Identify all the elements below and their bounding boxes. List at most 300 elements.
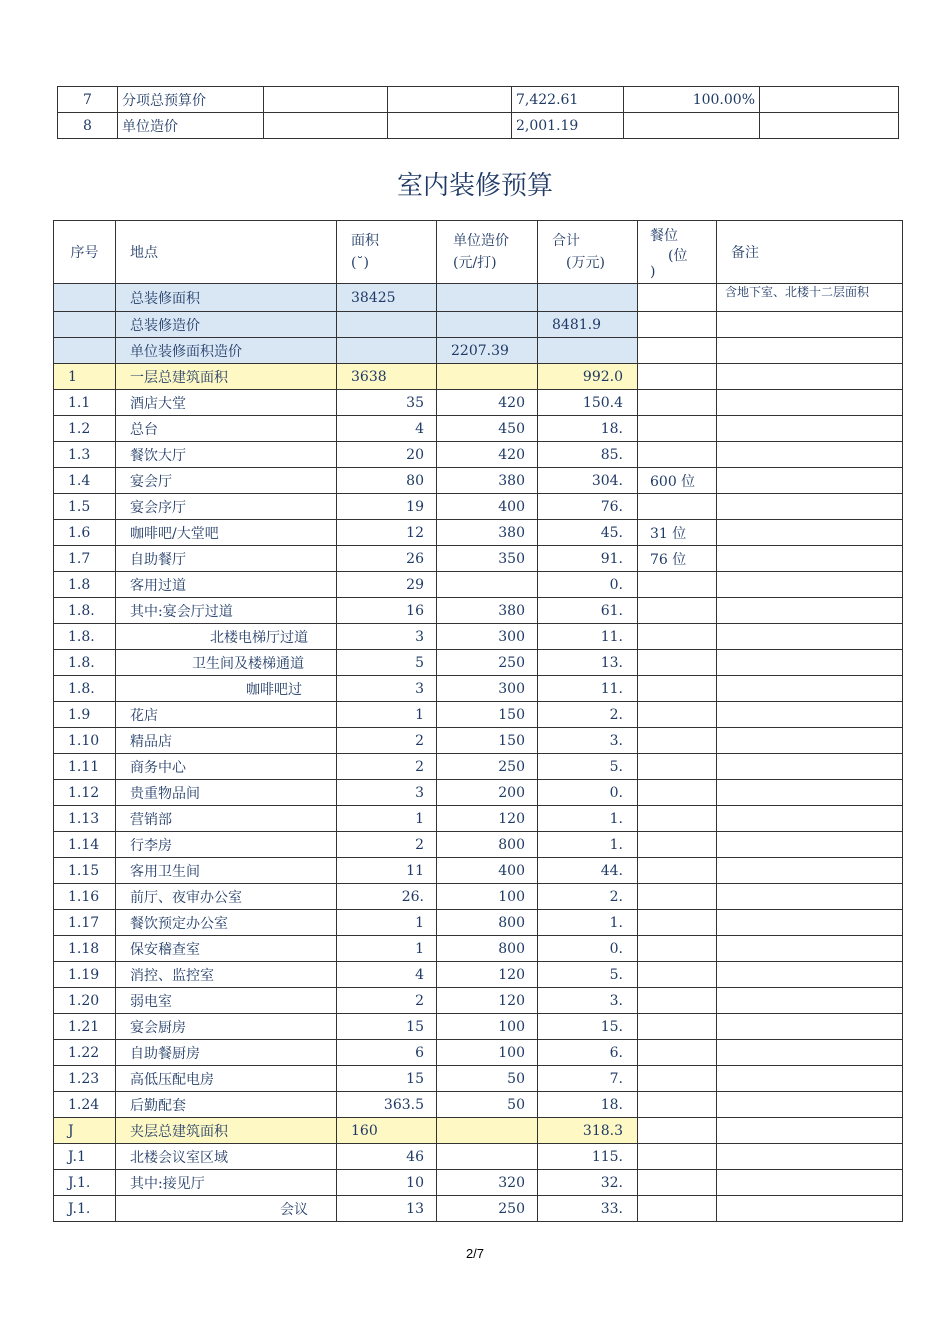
- seats-cell: [638, 780, 717, 806]
- header-unit-price: [437, 221, 538, 284]
- item-name: 餐饮大厅: [116, 442, 337, 468]
- remark-cell: [717, 1066, 903, 1092]
- price-cell: 50: [437, 1092, 538, 1118]
- remark-cell: [717, 936, 903, 962]
- area-cell: [337, 312, 437, 338]
- item-name: 单位装修面积造价: [116, 338, 337, 364]
- item-name: 酒店大堂: [116, 390, 337, 416]
- price-cell: [437, 284, 538, 312]
- price-cell: [437, 1118, 538, 1144]
- table-row: [54, 598, 903, 624]
- total-cell: 304.: [538, 468, 638, 494]
- row-number: 1.10: [54, 728, 116, 754]
- seats-cell: 600 位: [638, 468, 717, 494]
- price-cell: 800: [437, 910, 538, 936]
- price-cell: [437, 572, 538, 598]
- seats-cell: [638, 910, 717, 936]
- seats-cell: [638, 416, 717, 442]
- remark-cell: [717, 884, 903, 910]
- seats-cell: [638, 650, 717, 676]
- area-cell: 16: [337, 598, 437, 624]
- seats-cell: [638, 338, 717, 364]
- total-cell: 115.: [538, 1144, 638, 1170]
- header-unit-price-unit: (元/打): [453, 255, 497, 271]
- row-number: 1.5: [54, 494, 116, 520]
- row-number: 1.8.: [54, 598, 116, 624]
- price-cell: 2207.39: [437, 338, 538, 364]
- table-row: [54, 702, 903, 728]
- item-name: 总台: [116, 416, 337, 442]
- summary-row: [54, 338, 903, 364]
- total-cell: 44.: [538, 858, 638, 884]
- row-number: 1.7: [54, 546, 116, 572]
- total-cell: 1.: [538, 910, 638, 936]
- row-number: [54, 312, 116, 338]
- budget-table: [53, 220, 903, 1222]
- remark-cell: [717, 338, 903, 364]
- row-number: 1.8.: [54, 650, 116, 676]
- seats-cell: [638, 1170, 717, 1196]
- row-number: 1.23: [54, 1066, 116, 1092]
- header-no: 序号: [54, 221, 116, 284]
- row-number: 1.15: [54, 858, 116, 884]
- seats-cell: [638, 442, 717, 468]
- price-cell: 420: [437, 442, 538, 468]
- remark-cell: [717, 858, 903, 884]
- header-total: [538, 221, 638, 284]
- price-cell: 400: [437, 494, 538, 520]
- table-row: [54, 442, 903, 468]
- remark-cell: [717, 910, 903, 936]
- row-number: 1.8.: [54, 676, 116, 702]
- percent-cell: [624, 113, 760, 139]
- price-cell: 420: [437, 390, 538, 416]
- remark-cell: [717, 1014, 903, 1040]
- remark-cell: [717, 364, 903, 390]
- seats-cell: [638, 624, 717, 650]
- total-cell: 33.: [538, 1196, 638, 1222]
- table-row: [54, 780, 903, 806]
- table-row: [54, 520, 903, 546]
- empty-cell: [388, 87, 512, 113]
- seats-cell: [638, 1196, 717, 1222]
- total-cell: 3.: [538, 988, 638, 1014]
- row-number: J.1: [54, 1144, 116, 1170]
- area-cell: 160: [337, 1118, 437, 1144]
- header-area-label: 面积: [351, 233, 379, 249]
- area-cell: 11: [337, 858, 437, 884]
- area-cell: 2: [337, 754, 437, 780]
- table-row: [58, 113, 899, 139]
- seats-cell: [638, 494, 717, 520]
- total-cell: 6.: [538, 1040, 638, 1066]
- seats-cell: [638, 962, 717, 988]
- total-cell: 85.: [538, 442, 638, 468]
- table-header-row: [54, 221, 903, 284]
- area-cell: 3638: [337, 364, 437, 390]
- header-seats-close: ): [650, 264, 656, 280]
- table-row: [54, 494, 903, 520]
- price-cell: 150: [437, 702, 538, 728]
- table-row: [54, 1170, 903, 1196]
- row-number: 1.6: [54, 520, 116, 546]
- summary-row: [54, 312, 903, 338]
- remark-cell: [717, 728, 903, 754]
- row-number: 7: [58, 87, 118, 113]
- item-name: 客用卫生间: [116, 858, 337, 884]
- total-cell: 3.: [538, 728, 638, 754]
- price-cell: 100: [437, 1014, 538, 1040]
- row-number: 1.2: [54, 416, 116, 442]
- header-total-unit: (万元): [566, 255, 605, 271]
- price-cell: 300: [437, 676, 538, 702]
- remark-cell: [717, 442, 903, 468]
- item-name: 商务中心: [116, 754, 337, 780]
- row-number: 1.4: [54, 468, 116, 494]
- seats-cell: [638, 284, 717, 312]
- remark-cell: [717, 1092, 903, 1118]
- area-cell: 20: [337, 442, 437, 468]
- total-cell: 18.: [538, 1092, 638, 1118]
- total-cell: [538, 338, 638, 364]
- table-row: [54, 832, 903, 858]
- remark-cell: [717, 1040, 903, 1066]
- total-cell: 13.: [538, 650, 638, 676]
- remark-cell: 含地下室、北楼十二层面积: [717, 284, 903, 312]
- price-cell: 400: [437, 858, 538, 884]
- empty-cell: [388, 113, 512, 139]
- seats-cell: [638, 312, 717, 338]
- table-row: [54, 1196, 903, 1222]
- price-cell: 380: [437, 598, 538, 624]
- header-total-label: 合计: [552, 233, 580, 249]
- remark-cell: [717, 962, 903, 988]
- area-cell: 12: [337, 520, 437, 546]
- total-cell: 2.: [538, 884, 638, 910]
- price-cell: 380: [437, 520, 538, 546]
- price-cell: 200: [437, 780, 538, 806]
- item-name: 弱电室: [116, 988, 337, 1014]
- item-name: 分项总预算价: [118, 87, 264, 113]
- seats-cell: [638, 390, 717, 416]
- table-row: [54, 936, 903, 962]
- item-name: 北楼电梯厅过道: [116, 624, 337, 650]
- table-row: [54, 806, 903, 832]
- area-cell: 1: [337, 936, 437, 962]
- total-cell: 5.: [538, 754, 638, 780]
- seats-cell: [638, 728, 717, 754]
- remark-cell: [717, 806, 903, 832]
- remark-cell: [717, 624, 903, 650]
- area-cell: 2: [337, 832, 437, 858]
- seats-cell: [638, 1092, 717, 1118]
- row-number: 1.12: [54, 780, 116, 806]
- price-cell: 300: [437, 624, 538, 650]
- item-name: 后勤配套: [116, 1092, 337, 1118]
- item-name: 宴会序厅: [116, 494, 337, 520]
- item-name: 咖啡吧过: [116, 676, 337, 702]
- item-name: 行李房: [116, 832, 337, 858]
- price-cell: [437, 364, 538, 390]
- price-cell: 250: [437, 650, 538, 676]
- total-cell: 61.: [538, 598, 638, 624]
- table-row: [54, 754, 903, 780]
- remark-cell: [717, 702, 903, 728]
- price-cell: 120: [437, 988, 538, 1014]
- header-area-unit: (˘): [351, 255, 369, 271]
- header-seats: [638, 221, 717, 284]
- price-cell: 100: [437, 1040, 538, 1066]
- remark-cell: [717, 988, 903, 1014]
- total-cell: 7.: [538, 1066, 638, 1092]
- table-row: [54, 1040, 903, 1066]
- total-cell: 18.: [538, 416, 638, 442]
- remark-cell: [717, 832, 903, 858]
- table-row: [54, 390, 903, 416]
- table-row: [54, 1118, 903, 1144]
- area-cell: 26: [337, 546, 437, 572]
- price-cell: [437, 1144, 538, 1170]
- row-number: J: [54, 1118, 116, 1144]
- remark-cell: [717, 1196, 903, 1222]
- seats-cell: [638, 1144, 717, 1170]
- seats-cell: [638, 884, 717, 910]
- table-row: [54, 910, 903, 936]
- seats-cell: [638, 572, 717, 598]
- item-name: 北楼会议室区域: [116, 1144, 337, 1170]
- remark-cell: [717, 416, 903, 442]
- seats-cell: [638, 598, 717, 624]
- area-cell: 35: [337, 390, 437, 416]
- seats-cell: [638, 806, 717, 832]
- amount-cell: 2,001.19: [512, 113, 624, 139]
- item-name: 宴会厅: [116, 468, 337, 494]
- remark-cell: [717, 312, 903, 338]
- seats-cell: [638, 936, 717, 962]
- header-seats-label: 餐位: [650, 228, 678, 244]
- area-cell: 10: [337, 1170, 437, 1196]
- row-number: 1.17: [54, 910, 116, 936]
- percent-cell: 100.00%: [624, 87, 760, 113]
- total-cell: 318.3: [538, 1118, 638, 1144]
- table-row: [54, 1092, 903, 1118]
- area-cell: 4: [337, 416, 437, 442]
- price-cell: 450: [437, 416, 538, 442]
- total-cell: 0.: [538, 780, 638, 806]
- row-number: 8: [58, 113, 118, 139]
- price-cell: 380: [437, 468, 538, 494]
- item-name: 消控、监控室: [116, 962, 337, 988]
- price-cell: 250: [437, 754, 538, 780]
- remark-cell: [717, 598, 903, 624]
- remark-cell: [717, 1144, 903, 1170]
- page-title: 室内装修预算: [396, 171, 553, 201]
- price-cell: 320: [437, 1170, 538, 1196]
- table-row: [54, 858, 903, 884]
- empty-cell: [760, 87, 899, 113]
- total-cell: 992.0: [538, 364, 638, 390]
- remark-cell: [717, 572, 903, 598]
- price-cell: 350: [437, 546, 538, 572]
- price-cell: [437, 312, 538, 338]
- area-cell: 29: [337, 572, 437, 598]
- item-name: 单位造价: [118, 113, 264, 139]
- table-row: [54, 546, 903, 572]
- remark-cell: [717, 1118, 903, 1144]
- remark-cell: [717, 520, 903, 546]
- row-number: 1.19: [54, 962, 116, 988]
- item-name: 贵重物品间: [116, 780, 337, 806]
- item-name: 高低压配电房: [116, 1066, 337, 1092]
- total-cell: 1.: [538, 832, 638, 858]
- header-remark: 备注: [717, 221, 903, 284]
- remark-cell: [717, 754, 903, 780]
- seats-cell: 31 位: [638, 520, 717, 546]
- total-cell: 15.: [538, 1014, 638, 1040]
- total-cell: 0.: [538, 936, 638, 962]
- area-cell: 80: [337, 468, 437, 494]
- area-cell: 6: [337, 1040, 437, 1066]
- area-cell: 5: [337, 650, 437, 676]
- seats-cell: 76 位: [638, 546, 717, 572]
- item-name: 夹层总建筑面积: [116, 1118, 337, 1144]
- total-cell: 45.: [538, 520, 638, 546]
- remark-cell: [717, 1170, 903, 1196]
- seats-cell: [638, 754, 717, 780]
- row-number: 1.13: [54, 806, 116, 832]
- total-cell: 150.4: [538, 390, 638, 416]
- area-cell: 3: [337, 780, 437, 806]
- row-number: J.1.: [54, 1196, 116, 1222]
- seats-cell: [638, 1118, 717, 1144]
- area-cell: 1: [337, 702, 437, 728]
- total-cell: 1.: [538, 806, 638, 832]
- total-cell: 2.: [538, 702, 638, 728]
- row-number: 1.21: [54, 1014, 116, 1040]
- item-name: 总装修面积: [116, 284, 337, 312]
- total-cell: 76.: [538, 494, 638, 520]
- total-cell: 5.: [538, 962, 638, 988]
- price-cell: 120: [437, 806, 538, 832]
- remark-cell: [717, 650, 903, 676]
- price-cell: 120: [437, 962, 538, 988]
- item-name: 会议: [116, 1196, 337, 1222]
- header-unit-price-label: 单位造价: [453, 233, 509, 249]
- area-cell: 15: [337, 1014, 437, 1040]
- area-cell: 1: [337, 806, 437, 832]
- remark-cell: [717, 676, 903, 702]
- row-number: 1.8: [54, 572, 116, 598]
- area-cell: 15: [337, 1066, 437, 1092]
- item-name: 其中:接见厅: [116, 1170, 337, 1196]
- price-cell: 800: [437, 936, 538, 962]
- row-number: 1.16: [54, 884, 116, 910]
- summary-row: [54, 284, 903, 312]
- total-cell: 11.: [538, 676, 638, 702]
- row-number: 1.22: [54, 1040, 116, 1066]
- remark-cell: [717, 390, 903, 416]
- amount-cell: 7,422.61: [512, 87, 624, 113]
- table-row: [54, 468, 903, 494]
- remark-cell: [717, 546, 903, 572]
- header-place: 地点: [116, 221, 337, 284]
- area-cell: 1: [337, 910, 437, 936]
- seats-cell: [638, 1040, 717, 1066]
- seats-cell: [638, 1014, 717, 1040]
- seats-cell: [638, 702, 717, 728]
- page-number: 2/7: [465, 1246, 485, 1261]
- item-name: 客用过道: [116, 572, 337, 598]
- price-cell: 50: [437, 1066, 538, 1092]
- row-number: 1.1: [54, 390, 116, 416]
- item-name: 自助餐厨房: [116, 1040, 337, 1066]
- table-row: [54, 1066, 903, 1092]
- row-number: 1: [54, 364, 116, 390]
- total-cell: 32.: [538, 1170, 638, 1196]
- top-summary-table: [57, 86, 899, 139]
- table-row: [54, 988, 903, 1014]
- table-row: [54, 572, 903, 598]
- total-cell: 91.: [538, 546, 638, 572]
- row-number: 1.20: [54, 988, 116, 1014]
- table-row: [54, 364, 903, 390]
- empty-cell: [264, 113, 388, 139]
- row-number: 1.24: [54, 1092, 116, 1118]
- area-cell: 4: [337, 962, 437, 988]
- area-cell: 19: [337, 494, 437, 520]
- table-row: [54, 650, 903, 676]
- total-cell: 11.: [538, 624, 638, 650]
- seats-cell: [638, 1066, 717, 1092]
- table-row: [58, 87, 899, 113]
- table-row: [54, 1014, 903, 1040]
- seats-cell: [638, 832, 717, 858]
- area-cell: [337, 338, 437, 364]
- row-number: [54, 284, 116, 312]
- item-name: 咖啡吧/大堂吧: [116, 520, 337, 546]
- seats-cell: [638, 988, 717, 1014]
- total-cell: [538, 284, 638, 312]
- total-cell: 8481.9: [538, 312, 638, 338]
- area-cell: 38425: [337, 284, 437, 312]
- table-row: [54, 728, 903, 754]
- empty-cell: [264, 87, 388, 113]
- total-cell: 0.: [538, 572, 638, 598]
- price-cell: 150: [437, 728, 538, 754]
- area-cell: 46: [337, 1144, 437, 1170]
- item-name: 宴会厨房: [116, 1014, 337, 1040]
- area-cell: 3: [337, 624, 437, 650]
- price-cell: 800: [437, 832, 538, 858]
- row-number: 1.11: [54, 754, 116, 780]
- area-cell: 363.5: [337, 1092, 437, 1118]
- area-cell: 13: [337, 1196, 437, 1222]
- area-cell: 3: [337, 676, 437, 702]
- table-row: [54, 624, 903, 650]
- item-name: 营销部: [116, 806, 337, 832]
- item-name: 前厅、夜审办公室: [116, 884, 337, 910]
- price-cell: 250: [437, 1196, 538, 1222]
- item-name: 自助餐厅: [116, 546, 337, 572]
- item-name: 保安稽查室: [116, 936, 337, 962]
- row-number: J.1.: [54, 1170, 116, 1196]
- item-name: 其中:宴会厅过道: [116, 598, 337, 624]
- item-name: 卫生间及楼梯通道: [116, 650, 337, 676]
- item-name: 餐饮预定办公室: [116, 910, 337, 936]
- row-number: 1.18: [54, 936, 116, 962]
- table-row: [54, 416, 903, 442]
- remark-cell: [717, 780, 903, 806]
